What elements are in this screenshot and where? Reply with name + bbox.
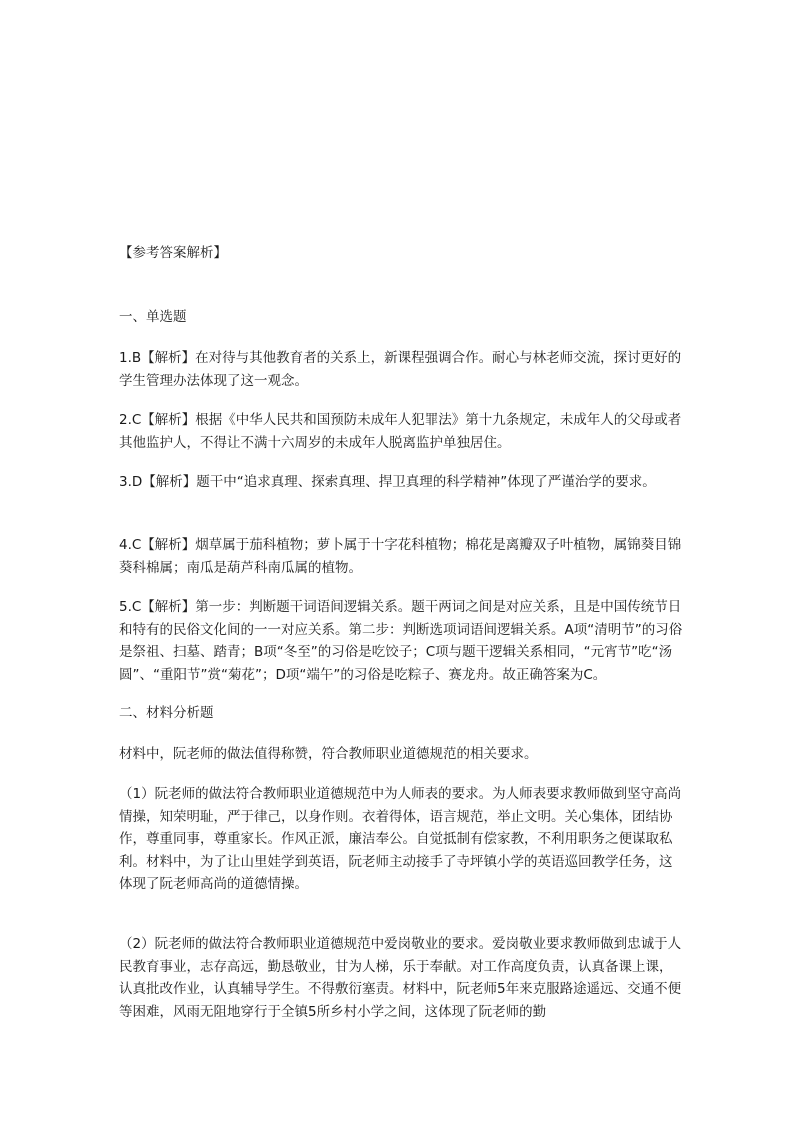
section-heading-single-choice: 一、单选题 xyxy=(119,309,187,325)
answer-explanation-4: 4.C【解析】烟草属于茄科植物；萝卜属于十字花科植物；棉花是离瓣双子叶植物，属锦葵目锦葵科棉属；南瓜是葫芦科南瓜属的植物。 xyxy=(119,537,682,576)
answer-explanation-3: 3.D【解析】题干中“追求真理、探索真理、捍卫真理的科学精神”体现了严谨治学的要求。 xyxy=(119,474,656,490)
material-point-1: （1）阮老师的做法符合教师职业道德规范中为人师表的要求。为人师表要求教师做到坚守高尚情操，知荣明耻，严于律己，以身作则。衣着得体，语言规范，举止文明。关心集体，团结协作，尊重同事，尊重家长。作风正派，廉洁奉公。自觉抵制有偿家教，不利用职务之便谋取私利。材料中，为了让山里娃学到英语，阮老师主动接手了寺坪镇小学的英语巡回教学任务，这体现了阮老师高尚的道德情操。 xyxy=(119,786,682,892)
material-point-2: （2）阮老师的做法符合教师职业道德规范中爱岗敬业的要求。爱岗敬业要求教师做到忠诚于人民教育事业，志存高远，勤恳敬业，甘为人梯，乐于奉献。对工作高度负责，认真备课上课，认真批改作业，认真辅导学生。不得敷衍塞责。材料中，阮老师5年来克服路途遥远、交通不便等困难，风雨无阻地穿行于全镇5所乡村小学之间，这体现了阮老师的勤 xyxy=(119,936,682,1020)
answer-explanation-1: 1.B【解析】在对待与其他教育者的关系上，新课程强调合作。耐心与林老师交流，探讨更好的学生管理办法体现了这一观念。 xyxy=(119,350,682,389)
answer-explanation-2: 2.C【解析】根据《中华人民共和国预防未成年人犯罪法》第十九条规定，未成年人的父母或者其他监护人，不得让不满十六周岁的未成年人脱离监护单独居住。 xyxy=(119,412,682,451)
section-heading-material-analysis: 二、材料分析题 xyxy=(119,705,214,721)
answer-key-title: 【参考答案解析】 xyxy=(119,245,227,261)
answer-explanation-5: 5.C【解析】第一步：判断题干词语间逻辑关系。题干两词之间是对应关系，且是中国传统节日和特有的民俗文化间的一一对应关系。第二步：判断选项词语间逻辑关系。A项“清明节”的习俗是祭祖、扫墓、踏青；B项“冬至”的习俗是吃饺子；C项与题干逻辑关系相同，“元宵节”吃“汤圆”、“重阳节”赏“菊花”；D项“端午”的习俗是吃粽子、赛龙舟。故正确答案为C。 xyxy=(119,599,683,683)
material-intro: 材料中，阮老师的做法值得称赞，符合教师职业道德规范的相关要求。 xyxy=(119,746,538,762)
